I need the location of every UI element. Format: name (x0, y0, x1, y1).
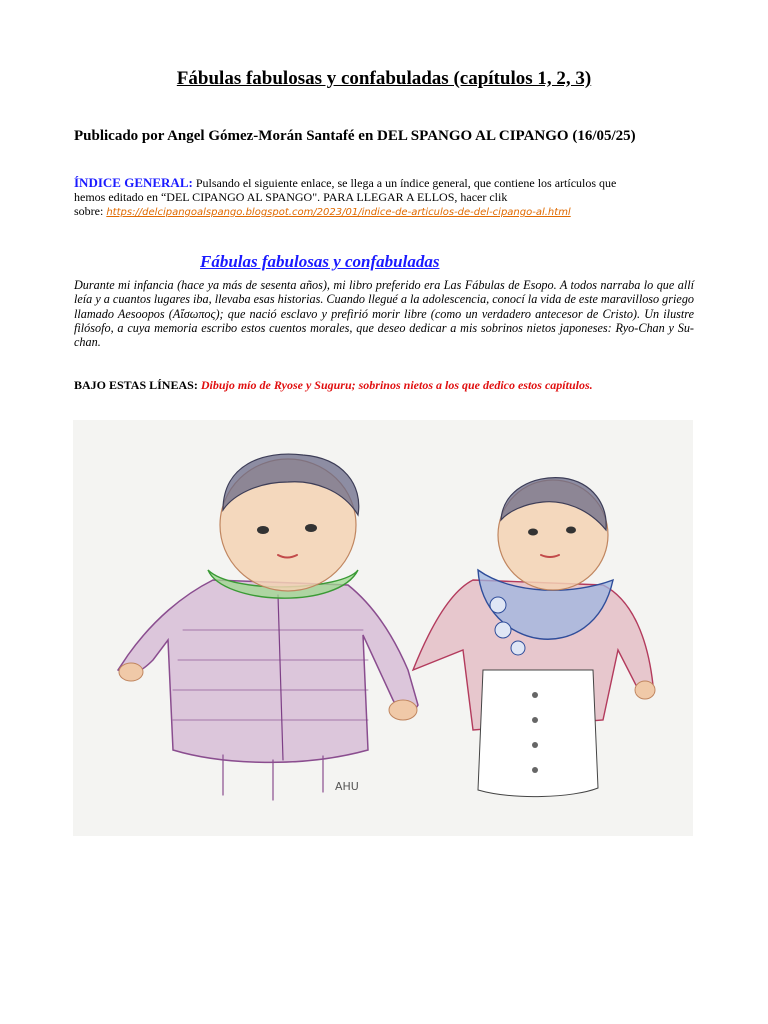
intro-paragraph: Durante mi infancia (hace ya más de sesenta años), mi libro preferido era Las Fábulas de Esopo. A todos narraba lo que allí leía y a cuantos lugares iba, llevaba esas historias. Cuando llegué a la adolescencia, conocí la vida de este maravilloso griego llamado Aesoopos (Aἴσωπος); que nació esclavo y prefirió morir libre (como un verdadero antecesor de Cristo). Un ilustre filósofo, a cuya memoria escribo estos cuentos morales, que deseo dedicar a mis sobrinos nietos japoneses: Ryo-Chan y Su-chan. (74, 278, 695, 350)
caption (74, 378, 714, 393)
left-child (118, 454, 418, 800)
index-text: Pulsando el siguiente enlace, se llega a un índice general, que contiene los artículos que hemos editado en “DEL CIPANGO AL SPANGO". PARA LLEGAR A ELLOS, hacer clik (74, 176, 617, 204)
right-child (413, 478, 655, 797)
section-title-link[interactable]: Fábulas fabulosas y confabuladas (200, 252, 440, 271)
caption-label: BAJO ESTAS LÍNEAS: (74, 378, 198, 392)
drawing-illustration (73, 420, 693, 836)
index-label: ÍNDICE GENERAL: (74, 175, 193, 190)
drawing-signature: AHU (335, 780, 359, 793)
caption-text: Dibujo mío de Ryose y Suguru; sobrinos nietos a los que dedico estos capítulos. (200, 378, 593, 392)
index-link[interactable]: https://delcipangoalspango.blogspot.com/2023/01/indice-de-articulos-de-del-cipango-al.html (106, 207, 571, 218)
joined-hands (389, 700, 417, 720)
index-paragraph (74, 176, 634, 220)
page-title: Fábulas fabulosas y confabuladas (capítulos 1, 2, 3) (176, 68, 592, 89)
byline: Publicado por Angel Gómez-Morán Santafé en DEL SPANGO AL CIPANGO (16/05/25) (74, 128, 636, 144)
drawing-image (73, 420, 693, 836)
index-text-sobre: sobre: (74, 204, 107, 218)
